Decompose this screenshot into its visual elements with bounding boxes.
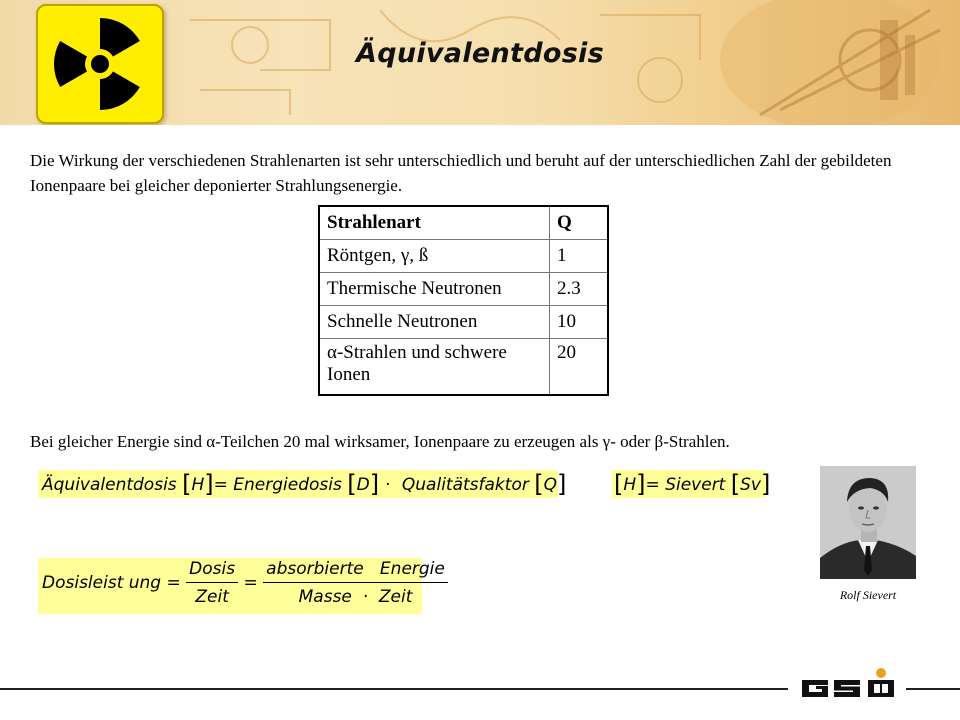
footer-rule-right xyxy=(906,688,960,690)
fraction-energy-per-mass-time xyxy=(263,558,448,608)
formula-equals: = xyxy=(166,573,181,593)
cell-radiation-type: Schnelle Neutronen xyxy=(319,306,550,339)
formula-equals: = xyxy=(645,475,660,495)
formula-term: Qualitätsfaktor xyxy=(401,475,529,495)
cell-radiation-type: Röntgen, γ, ß xyxy=(319,240,550,273)
fraction-denominator: Zeit xyxy=(195,587,229,607)
cell-radiation-type: Thermische Neutronen xyxy=(319,273,550,306)
formula-equals: = xyxy=(213,475,228,495)
header-banner xyxy=(0,0,960,125)
formula-symbol: D xyxy=(356,475,370,495)
formula-term: Dosisleist ung xyxy=(42,573,162,593)
table-row xyxy=(319,339,608,396)
column-header-q: Q xyxy=(550,206,609,240)
formula-term: Äquivalentdosis xyxy=(42,475,177,495)
formula-equals: = xyxy=(243,573,258,593)
formula-term: Sievert xyxy=(665,475,726,495)
alpha-comparison-paragraph: Bei gleicher Energie sind α-Teilchen 20 mal wirksamer, Ionenpaare zu erzeugen als γ- oder β-Strahlen. xyxy=(30,432,730,451)
sievert-unit-formula: [H]= Sievert [Sv] xyxy=(614,470,771,498)
intro-paragraph: Die Wirkung der verschiedenen Strahlenarten ist sehr unterschiedlich und beruht auf der unterschiedlichen Zahl der gebildeten Ionenpaare bei gleicher deponierter Strahlungsenergie. xyxy=(30,151,892,195)
cell-q-value: 1 xyxy=(550,240,609,273)
portrait-image xyxy=(820,466,916,579)
formula-symbol: Sv xyxy=(740,475,761,495)
cell-q-value: 20 xyxy=(550,339,609,396)
table-row xyxy=(319,273,608,306)
cell-q-value: 10 xyxy=(550,306,609,339)
formula-symbol: H xyxy=(623,475,637,495)
portrait-caption: Rolf Sievert xyxy=(839,588,897,602)
table-header-row xyxy=(319,206,608,240)
dose-rate-formula xyxy=(38,558,445,614)
table-row xyxy=(319,306,608,339)
cell-q-value: 2.3 xyxy=(550,273,609,306)
page-title: Äquivalentdosis xyxy=(356,38,604,69)
formula-dot: · xyxy=(385,475,391,495)
quality-factor-table xyxy=(318,205,609,396)
column-header-strahlenart: Strahlenart xyxy=(319,206,550,240)
gsi-logo xyxy=(798,668,904,702)
portrait-photo xyxy=(820,466,916,579)
fraction-denominator: Masse · Zeit xyxy=(298,587,413,607)
fraction-numerator: Dosis xyxy=(186,558,238,583)
formula-symbol: H xyxy=(191,475,205,495)
formula-term: Energiedosis xyxy=(233,475,342,495)
table-row xyxy=(319,240,608,273)
cell-radiation-type: α-Strahlen und schwere Ionen xyxy=(319,339,550,396)
equivalent-dose-formula: Äquivalentdosis [H]= Energiedosis [D] · Qualitätsfaktor [Q] xyxy=(38,470,558,498)
fraction-numerator: absorbierte Energie xyxy=(263,558,448,583)
formula-symbol: Q xyxy=(543,475,558,495)
footer-rule-left xyxy=(0,688,788,690)
fraction-dose-per-time xyxy=(186,558,238,608)
